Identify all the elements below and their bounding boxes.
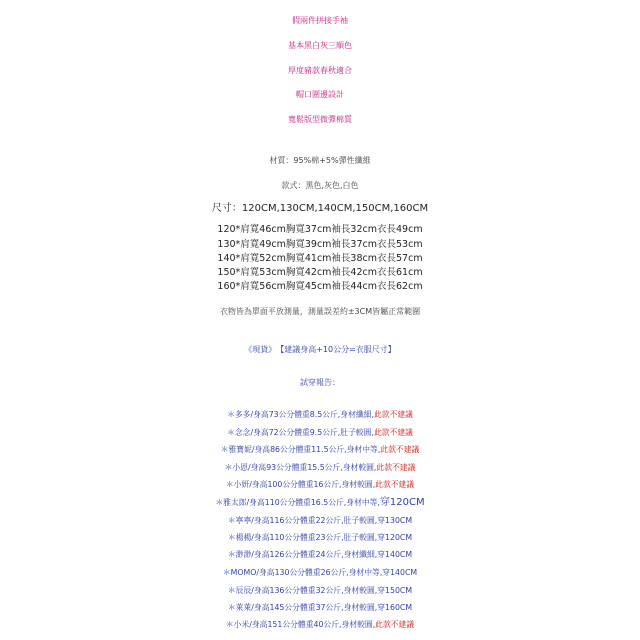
fit-report-text: ＊楊楊/身高110公分體重23公斤,肚子較圓,穿120CM bbox=[227, 533, 413, 542]
fit-report-text: ＊MOMO/身高130公分體重26公斤,身材中等,穿140CM bbox=[222, 568, 418, 577]
fit-report-text: ＊寧寧/身高116公分體重22公斤,肚子較圓,穿130CM bbox=[227, 516, 413, 525]
not-recommended-label: 此款不建議 bbox=[373, 410, 413, 419]
colors-line: 款式：黑色,灰色,白色 bbox=[281, 181, 359, 190]
not-recommended-label: 此款不建議 bbox=[375, 480, 415, 489]
fit-report-text: ＊雅太郎/身高110公分體重16.5公斤,身材中等, bbox=[215, 498, 380, 507]
fit-report bbox=[0, 587, 640, 595]
feature-line: 寬鬆版型微彈棉質 bbox=[288, 115, 352, 124]
material-line: 材質：95%棉+5%彈性纖維 bbox=[269, 156, 371, 165]
fit-report bbox=[0, 534, 640, 542]
size-row: 150*肩寬53cm胸寬42cm袖長42cm衣長61cm bbox=[217, 267, 423, 278]
not-recommended-label: 此款不建議 bbox=[380, 445, 420, 454]
fit-report bbox=[0, 517, 640, 525]
stock-note-status: 《現貨》 bbox=[244, 345, 277, 354]
fit-report-text: ＊念念/身高72公分體重9.5公斤,肚子較圓, bbox=[227, 428, 374, 437]
fit-report-text: ＊萊萊/身高145公分體重37公斤,身材較圓,穿160CM bbox=[227, 603, 413, 612]
size-list: 尺寸：120CM,130CM,140CM,150CM,160CM bbox=[211, 203, 429, 214]
fit-report bbox=[0, 498, 640, 508]
not-recommended-label: 此款不建議 bbox=[375, 620, 415, 629]
feature-line: 假兩件拼接手袖 bbox=[292, 16, 348, 25]
size-row: 160*肩寬56cm胸寬45cm袖長44cm衣長62cm bbox=[217, 281, 423, 292]
fit-report-text: ＊雅寶妮/身高86公分體重11.5公斤,身材中等, bbox=[220, 445, 381, 454]
report-title: 試穿報告： bbox=[300, 378, 340, 387]
fit-report-size: 穿120CM bbox=[379, 497, 425, 508]
fit-report bbox=[0, 551, 640, 559]
fit-report-text: ＊小米/身高151公分體重40公斤,身材較圓, bbox=[225, 620, 376, 629]
measure-note: 衣物皆為單面平放測量，測量誤差約±3CM皆屬正常範圍 bbox=[219, 307, 421, 316]
fit-report bbox=[0, 604, 640, 612]
feature-line: 帽口圍邊設計 bbox=[296, 90, 344, 99]
feature-line: 厚度豬款春秋適合 bbox=[288, 66, 352, 75]
fit-report-text: ＊辰辰/身高136公分體重32公斤,身材較圓,穿150CM bbox=[227, 586, 413, 595]
fit-report-text: ＊多多/身高73公分體重8.5公斤,身材纖細, bbox=[227, 410, 374, 419]
fit-report-text: ＊渺渺/身高126公分體重24公斤,身材纖細,穿140CM bbox=[227, 550, 413, 559]
size-row: 140*肩寬52cm胸寬41cm袖長38cm衣長57cm bbox=[217, 253, 423, 264]
fit-report bbox=[0, 481, 640, 489]
fit-report bbox=[0, 621, 640, 629]
fit-report bbox=[0, 411, 640, 419]
fit-report bbox=[0, 446, 640, 454]
not-recommended-label: 此款不建議 bbox=[373, 428, 413, 437]
stock-note bbox=[0, 346, 640, 354]
not-recommended-label: 此款不建議 bbox=[376, 463, 416, 472]
fit-report bbox=[0, 464, 640, 472]
fit-report bbox=[0, 429, 640, 437]
fit-report-text: ＊小恩/身高93公分體重15.5公斤,身材較圓, bbox=[224, 463, 377, 472]
size-row: 130*肩寬49cm胸寬39cm袖長37cm衣長53cm bbox=[217, 239, 423, 250]
fit-report bbox=[0, 569, 640, 577]
feature-line: 基本黑白灰三順色 bbox=[288, 41, 352, 50]
fit-report-text: ＊小妍/身高100公分體重16公斤,身材較圓, bbox=[225, 480, 376, 489]
size-row: 120*肩寬46cm胸寬37cm袖長32cm衣長49cm bbox=[217, 224, 423, 235]
stock-note-advice: 【建議身高+10公分=衣服尺寸】 bbox=[280, 345, 396, 354]
